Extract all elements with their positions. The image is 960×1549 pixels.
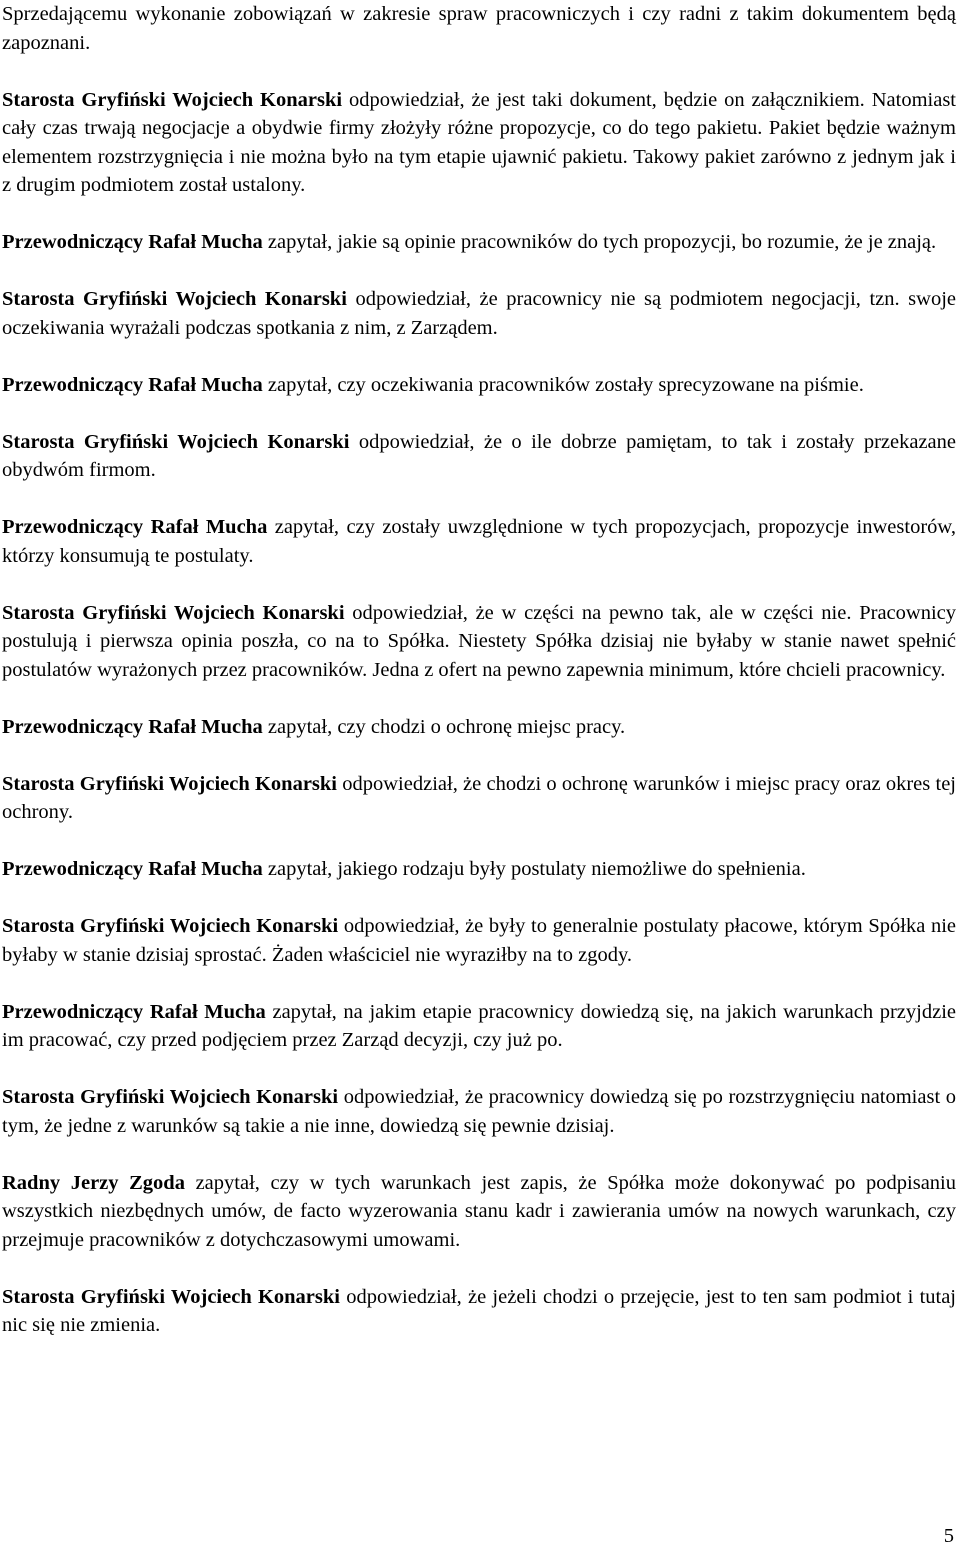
paragraph <box>2 513 956 570</box>
speaker-name: Przewodniczący Rafał Mucha <box>2 858 263 880</box>
speaker-name: Starosta Gryfiński Wojciech Konarski <box>2 430 350 453</box>
paragraph <box>2 285 956 342</box>
paragraph <box>2 713 956 742</box>
paragraph-text: zapytał, jakie są opinie pracowników do tych propozycji, bo rozumie, że je znają. <box>262 231 937 253</box>
paragraph <box>2 770 956 827</box>
speaker-name: Starosta Gryfiński Wojciech Konarski <box>2 88 343 111</box>
speaker-name: Radny Jerzy Zgoda <box>2 1171 185 1194</box>
speaker-name: Przewodniczący Rafał Mucha <box>2 231 263 253</box>
speaker-name: Starosta Gryfiński Wojciech Konarski <box>2 772 338 795</box>
paragraph-text: odpowiedział, że były to generalnie postulaty płacowe, którym Spółka nie byłaby w stanie dzisiaj sprostać. Żaden właściciel nie wyraziłby na to zgody. <box>2 915 956 966</box>
paragraph <box>2 428 956 485</box>
paragraph <box>2 599 956 685</box>
paragraph <box>2 228 956 257</box>
paragraph <box>2 0 956 57</box>
paragraph-text: odpowiedział, że jeżeli chodzi o przejęcie, jest to ten sam podmiot i tutaj nic się nie zmienia. <box>2 1285 957 1336</box>
speaker-name: Starosta Gryfiński Wojciech Konarski <box>2 1285 340 1308</box>
speaker-name: Starosta Gryfiński Wojciech Konarski <box>2 601 345 624</box>
paragraph-text: odpowiedział, że pracownicy dowiedzą się po rozstrzygnięciu natomiast o tym, że jedne z warunków są takie a nie inne, dowiedzą się pewnie dzisiaj. <box>2 1086 956 1137</box>
speaker-name: Starosta Gryfiński Wojciech Konarski <box>2 1086 339 1108</box>
paragraph-text: Sprzedającemu wykonanie zobowiązań w zakresie spraw pracowniczych i czy radni z takim dokumentem będą zapoznani. <box>2 3 956 54</box>
paragraph-text: odpowiedział, że pracownicy nie są podmiotem negocjacji, tzn. swoje oczekiwania wyrażali podczas spotkania z nim, z Zarządem. <box>2 288 956 339</box>
paragraph <box>2 1083 956 1140</box>
speaker-name: Przewodniczący Rafał Mucha <box>2 715 263 738</box>
paragraph <box>2 1283 956 1340</box>
speaker-name: Przewodniczący Rafał Mucha <box>2 516 268 538</box>
paragraph-text: zapytał, jakiego rodzaju były postulaty niemożliwe do spełnienia. <box>262 858 806 880</box>
paragraph <box>2 855 956 884</box>
paragraph <box>2 86 956 200</box>
speaker-name: Starosta Gryfiński Wojciech Konarski <box>2 288 347 310</box>
speaker-name: Przewodniczący Rafał Mucha <box>2 1000 266 1023</box>
paragraph-text: odpowiedział, że jest taki dokument, będzie on załącznikiem. Natomiast cały czas trwają negocjacje a obydwie firmy złożyły różne propozycje, co do tego pakietu. Pakiet będzie ważnym elementem rozstrzygnięcia i nie można było na tym etapie ujawnić pakietu. Takowy pakiet zarówno z jednym jak i z drugim podmiotem został ustalony. <box>2 88 956 196</box>
paragraph <box>2 371 956 400</box>
paragraph-text: odpowiedział, że w części na pewno tak, ale w części nie. Pracownicy postulują i pierwsza opinia poszła, co na to Spółka. Niestety Spółka dzisiaj nie byłaby w stanie nawet spełnić postulatów wyrażonych przez pracowników. Jedna z ofert na pewno zapewnia minimum, które chcieli pracownicy. <box>2 601 956 681</box>
document-body <box>2 0 956 1368</box>
paragraph-text: odpowiedział, że o ile dobrze pamiętam, to tak i zostały przekazane obydwóm firmom. <box>2 430 956 481</box>
paragraph <box>2 912 956 969</box>
paragraph-text: zapytał, czy zostały uwzględnione w tych propozycjach, propozycje inwestorów, którzy konsumują te postulaty. <box>2 516 956 567</box>
page-number: 5 <box>943 1525 954 1547</box>
speaker-name: Przewodniczący Rafał Mucha <box>2 373 263 396</box>
paragraph-text: zapytał, czy w tych warunkach jest zapis, że Spółka może dokonywać po podpisaniu wszystkich niezbędnych umów, de facto wyzerowania stanu kadr i zawierania umów na nowych warunkach, czy przejmuje pracowników z dotychczasowymi umowami. <box>2 1171 956 1251</box>
paragraph <box>2 998 956 1055</box>
paragraph-text: zapytał, czy chodzi o ochronę miejsc pracy. <box>262 715 626 738</box>
paragraph-text: zapytał, na jakim etapie pracownicy dowiedzą się, na jakich warunkach przyjdzie im pracować, czy przed podjęciem przez Zarząd decyzji, czy już po. <box>2 1000 956 1051</box>
paragraph <box>2 1169 956 1255</box>
paragraph-text: zapytał, czy oczekiwania pracowników zostały sprecyzowane na piśmie. <box>262 373 864 396</box>
speaker-name: Starosta Gryfiński Wojciech Konarski <box>2 915 339 937</box>
paragraph-text: odpowiedział, że chodzi o ochronę warunków i miejsc pracy oraz okres tej ochrony. <box>2 772 956 823</box>
